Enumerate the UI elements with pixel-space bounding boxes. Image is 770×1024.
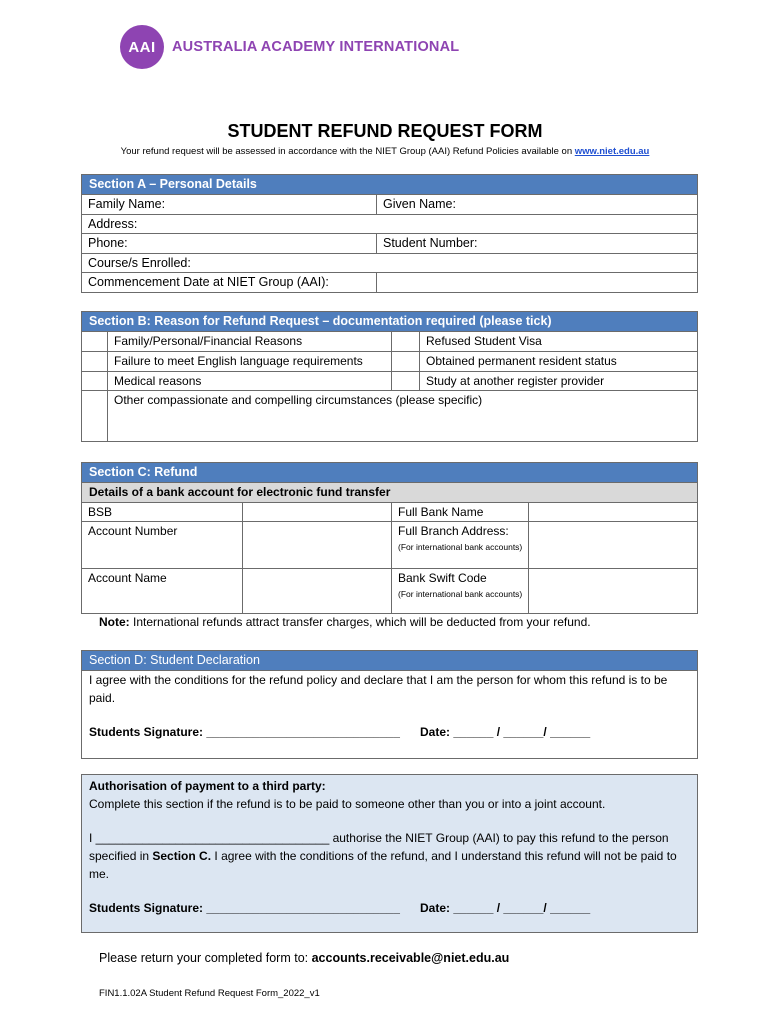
account-name-label: Account Name (82, 569, 243, 614)
checkbox-visa[interactable] (392, 332, 420, 351)
student-number-field[interactable]: Student Number: (383, 236, 478, 250)
given-name-field[interactable]: Given Name: (383, 197, 456, 211)
declaration-signature[interactable]: Students Signature: _____________________________ (89, 725, 400, 739)
swift-intl-note: (For international bank accounts) (398, 589, 523, 599)
courses-field[interactable]: Course/s Enrolled: (88, 256, 191, 270)
logo-mark: AAI (120, 25, 164, 69)
return-text: Please return your completed form to: (99, 951, 312, 965)
policy-link[interactable]: www.niet.edu.au (574, 146, 650, 157)
section-c (81, 462, 698, 614)
swift-cell (392, 569, 529, 614)
auth-text-1: I ___________________________________ authorise the NIET Group (AAI) to pay this refund to the person specified in (89, 831, 669, 863)
reason-english: Failure to meet English language requirements (108, 352, 392, 371)
section-c-subheader: Details of a bank account for electronic fund transfer (89, 485, 391, 499)
reason-provider: Study at another register provider (426, 374, 605, 388)
branch-address-label: Full Branch Address: (398, 524, 509, 538)
reason-visa: Refused Student Visa (426, 334, 542, 348)
logo-name: AUSTRALIA ACADEMY INTERNATIONAL (172, 39, 460, 55)
bank-name-label: Full Bank Name (392, 503, 529, 521)
note-label: Note: (99, 615, 130, 629)
subtitle-text: Your refund request will be assessed in accordance with the NIET Group (AAI) Refund Policies available on (120, 146, 575, 157)
section-d (81, 650, 698, 759)
branch-intl-note: (For international bank accounts) (398, 542, 523, 552)
third-party-signature[interactable]: Students Signature: _____________________________ (89, 901, 400, 915)
third-party-signature-line[interactable] (82, 899, 697, 917)
account-name-input[interactable] (243, 569, 392, 614)
return-instruction (99, 951, 509, 965)
third-party-section (81, 774, 698, 933)
page-title: STUDENT REFUND REQUEST FORM (227, 121, 543, 141)
bsb-label: BSB (82, 503, 243, 521)
checkbox-resident[interactable] (392, 352, 420, 371)
declaration-signature-line[interactable] (82, 723, 697, 741)
section-c-header: Section C: Refund (82, 463, 697, 483)
swift-label: Bank Swift Code (398, 571, 487, 585)
phone-field[interactable]: Phone: (82, 234, 377, 253)
section-b-header: Section B: Reason for Refund Request – documentation required (please tick) (82, 312, 697, 332)
third-party-instruction: Complete this section if the refund is to be paid to someone other than you or into a joint account. (89, 797, 606, 811)
note-text: International refunds attract transfer charges, which will be deducted from your refund. (129, 615, 591, 629)
account-number-input[interactable] (243, 522, 392, 568)
section-a-header: Section A – Personal Details (82, 175, 697, 195)
footer-form-code: FIN1.1.02A Student Refund Request Form_2022_v1 (99, 988, 320, 999)
family-name-field[interactable]: Family Name: (82, 195, 377, 214)
third-party-title: Authorisation of payment to a third party: (89, 779, 326, 793)
section-d-header: Section D: Student Declaration (82, 651, 697, 671)
checkbox-english[interactable] (82, 352, 108, 371)
address-field[interactable]: Address: (88, 217, 138, 231)
section-a (81, 174, 698, 293)
checkbox-provider[interactable] (392, 372, 420, 390)
branch-address-input[interactable] (529, 522, 697, 568)
reason-other[interactable]: Other compassionate and compelling circumstances (please specific) (114, 393, 483, 407)
declaration-date[interactable]: Date: ______ / ______/ ______ (420, 725, 591, 739)
commencement-field[interactable]: Commencement Date at NIET Group (AAI): (82, 273, 377, 292)
auth-text-2: I agree with the conditions of the refund, and I understand this refund will not be paid to me. (89, 849, 677, 881)
subtitle (0, 146, 770, 157)
return-email[interactable]: accounts.receivable@niet.edu.au (311, 951, 510, 965)
checkbox-other[interactable] (82, 391, 108, 442)
reason-family: Family/Personal/Financial Reasons (108, 332, 392, 351)
account-number-label: Account Number (82, 522, 243, 568)
declaration-text: I agree with the conditions for the refund policy and declare that I am the person for whom this refund is to be paid. (89, 673, 668, 705)
branch-address-cell (392, 522, 529, 568)
auth-section-ref: Section C. (152, 849, 212, 863)
swift-input[interactable] (529, 569, 697, 614)
checkbox-medical[interactable] (82, 372, 108, 390)
commencement-input[interactable] (377, 273, 697, 292)
section-b (81, 311, 698, 442)
third-party-authorisation[interactable] (82, 829, 697, 883)
note (99, 615, 591, 629)
logo (120, 25, 459, 69)
bsb-input[interactable] (243, 503, 392, 521)
reason-resident: Obtained permanent resident status (426, 354, 617, 368)
third-party-date[interactable]: Date: ______ / ______/ ______ (420, 901, 591, 915)
checkbox-family[interactable] (82, 332, 108, 351)
reason-medical: Medical reasons (108, 372, 392, 390)
bank-name-input[interactable] (529, 503, 697, 521)
